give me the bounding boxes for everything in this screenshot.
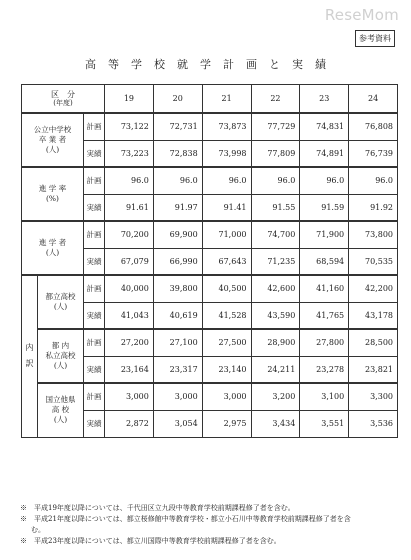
plan-value-cell: 76,808 [349,113,398,140]
plan-value-cell: 39,800 [153,275,202,302]
year-header: 21 [202,85,251,114]
year-header: 24 [349,85,398,114]
footnote: ※ 平成21年度以降については、都立桜修館中等教育学校・都立小石川中等教育学校前期課程修了者を含 [20,515,351,523]
table-row [22,221,398,248]
actual-value-cell: 91.92 [349,194,398,221]
footnotes [20,503,400,547]
plan-value-cell: 74,831 [300,113,349,140]
category-label-line: 卒 業 者 [38,135,67,144]
plan-value-cell: 3,100 [300,383,349,410]
actual-value-cell: 3,434 [251,410,300,437]
actual-type-label: 実績 [84,140,105,167]
table-row [22,383,398,410]
plan-value-cell: 69,900 [153,221,202,248]
plan-value-cell: 71,000 [202,221,251,248]
plan-value-cell: 96.0 [349,167,398,194]
plan-value-cell: 42,200 [349,275,398,302]
plan-type-label: 計画 [84,329,105,356]
subcategory-label-line: (人) [53,415,68,425]
year-header: 22 [251,85,300,114]
plan-value-cell: 73,873 [202,113,251,140]
plan-value-cell: 40,500 [202,275,251,302]
actual-value-cell: 24,211 [251,356,300,383]
plan-value-cell: 77,729 [251,113,300,140]
actual-type-label: 実績 [84,302,105,329]
actual-value-cell: 23,821 [349,356,398,383]
plan-value-cell: 28,900 [251,329,300,356]
actual-value-cell: 70,535 [349,248,398,275]
plan-value-cell: 74,700 [251,221,300,248]
plan-value-cell: 41,160 [300,275,349,302]
enrollment-table [21,84,398,438]
actual-value-cell: 73,223 [105,140,154,167]
actual-type-label: 実績 [84,410,105,437]
actual-value-cell: 91.97 [153,194,202,221]
actual-value-cell: 41,528 [202,302,251,329]
header-kubun-label: 区 分 [51,89,75,99]
category-label-line: 進 学 率 [38,184,67,193]
subcategory-label-line: 都 内 [51,341,70,350]
actual-type-label: 実績 [84,194,105,221]
table-row [22,275,398,302]
actual-value-cell: 67,079 [105,248,154,275]
actual-value-cell: 66,990 [153,248,202,275]
footnote: ※ 平成19年度以降については、千代田区立九段中等教育学校前期課程修了者を含む。 [20,504,295,512]
actual-value-cell: 91.41 [202,194,251,221]
actual-value-cell: 23,278 [300,356,349,383]
subcategory-label [38,383,84,437]
actual-value-cell: 3,551 [300,410,349,437]
table-header-row [22,85,398,114]
table-row [22,329,398,356]
actual-value-cell: 71,235 [251,248,300,275]
year-header: 20 [153,85,202,114]
actual-value-cell: 3,054 [153,410,202,437]
plan-value-cell: 96.0 [251,167,300,194]
page-title: 高等学校就学計画と実績 [85,58,338,71]
plan-value-cell: 27,200 [105,329,154,356]
subcategory-label [38,275,84,329]
plan-value-cell: 3,300 [349,383,398,410]
plan-type-label: 計画 [84,383,105,410]
actual-value-cell: 23,164 [105,356,154,383]
plan-value-cell: 42,600 [251,275,300,302]
plan-type-label: 計画 [84,275,105,302]
plan-value-cell: 27,100 [153,329,202,356]
header-kubun [22,85,105,114]
actual-value-cell: 74,891 [300,140,349,167]
category-label-line: (人) [45,248,60,257]
plan-value-cell: 3,000 [153,383,202,410]
breakdown-label-char: 訳 [25,359,34,369]
plan-value-cell: 3,000 [202,383,251,410]
actual-value-cell: 91.59 [300,194,349,221]
subcategory-label-line: (人) [53,302,68,311]
plan-value-cell: 71,900 [300,221,349,248]
plan-value-cell: 70,200 [105,221,154,248]
plan-type-label: 計画 [84,113,105,140]
year-header: 23 [300,85,349,114]
actual-value-cell: 23,140 [202,356,251,383]
actual-value-cell: 43,590 [251,302,300,329]
actual-type-label: 実績 [84,356,105,383]
actual-value-cell: 40,619 [153,302,202,329]
actual-value-cell: 41,765 [300,302,349,329]
subcategory-label-line: 都立高校 [45,292,76,301]
actual-value-cell: 91.61 [105,194,154,221]
table-row [22,167,398,194]
actual-value-cell: 68,594 [300,248,349,275]
footnote-continuation: む。 [31,526,45,534]
reference-badge: 参考資料 [355,30,395,47]
actual-value-cell: 41,043 [105,302,154,329]
plan-value-cell: 3,000 [105,383,154,410]
breakdown-label [22,275,38,437]
plan-value-cell: 73,122 [105,113,154,140]
plan-value-cell: 96.0 [300,167,349,194]
resemom-watermark: ReseMom [324,6,399,24]
plan-value-cell: 73,800 [349,221,398,248]
plan-value-cell: 27,500 [202,329,251,356]
plan-type-label: 計画 [84,167,105,194]
subcategory-label-line: 国立他県 [45,395,76,405]
plan-value-cell: 40,000 [105,275,154,302]
plan-value-cell: 3,200 [251,383,300,410]
actual-value-cell: 23,317 [153,356,202,383]
plan-value-cell: 72,731 [153,113,202,140]
actual-value-cell: 72,838 [153,140,202,167]
actual-value-cell: 2,872 [105,410,154,437]
table-row [22,113,398,140]
actual-value-cell: 91.55 [251,194,300,221]
actual-value-cell: 2,975 [202,410,251,437]
year-header: 19 [105,85,154,114]
category-label-line: 公立中学校 [33,125,72,134]
actual-type-label: 実績 [84,248,105,275]
plan-type-label: 計画 [84,221,105,248]
footnote: ※ 平成23年度以降については、都立川国際中等教育学校前期課程修了者を含む。 [20,537,281,545]
actual-value-cell: 77,809 [251,140,300,167]
category-label [22,221,84,275]
plan-value-cell: 27,800 [300,329,349,356]
actual-value-cell: 67,643 [202,248,251,275]
actual-value-cell: 76,739 [349,140,398,167]
breakdown-label-char: 内 [25,343,34,353]
subcategory-label-line: 私立高校 [45,351,76,360]
actual-value-cell: 43,178 [349,302,398,329]
actual-value-cell: 3,536 [349,410,398,437]
plan-value-cell: 28,500 [349,329,398,356]
subcategory-label-line: 高 校 [51,405,70,415]
category-label [22,167,84,221]
subcategory-label [38,329,84,383]
actual-value-cell: 73,998 [202,140,251,167]
subcategory-label-line: (人) [53,361,68,370]
category-label-line: (人) [45,145,60,154]
category-label-line: (%) [46,194,59,203]
plan-value-cell: 96.0 [153,167,202,194]
header-nendo-label: (年度) [53,98,73,107]
plan-value-cell: 96.0 [105,167,154,194]
category-label-line: 進 学 者 [38,238,67,247]
plan-value-cell: 96.0 [202,167,251,194]
category-label [22,113,84,167]
